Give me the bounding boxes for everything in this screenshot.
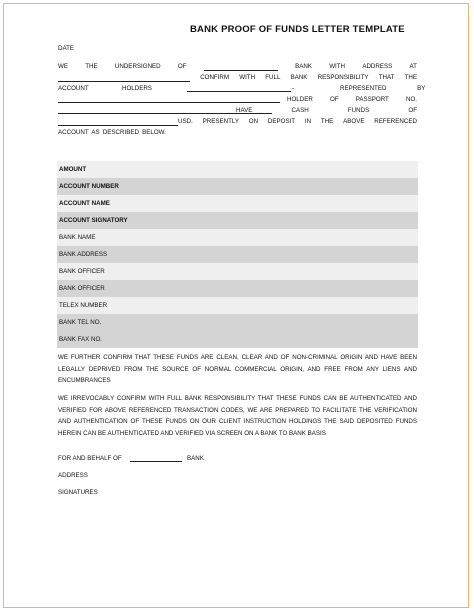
- table-row-account-number[interactable]: ACCOUNT NUMBER: [57, 178, 418, 195]
- table-row-account-signatory[interactable]: ACCOUNT SIGNATORY: [57, 212, 418, 229]
- intro-line-5: HAVE CASH FUNDS OF: [236, 107, 417, 114]
- table-row-amount[interactable]: AMOUNT: [57, 161, 418, 178]
- table-row-bank-address[interactable]: BANK ADDRESS: [57, 246, 418, 263]
- intro-line-4: HOLDER OF PASSPORT NO.: [287, 96, 417, 103]
- account-label: ACCOUNT: [58, 85, 89, 92]
- intro-line-1: WE THE UNDERSIGNED OF BANK WITH ADDRESS AT: [58, 63, 417, 70]
- behalf-bank-blank[interactable]: [130, 455, 182, 462]
- clean-funds-paragraph: WE FURTHER CONFIRM THAT THESE FUNDS ARE CLEAN, CLEAR AND OF NON-CRIMINAL ORIGIN AND HAVE BEEN LEGALLY DEPRIVED FROM THE SOURCE OF NORMAL COMMERCIAL ORIGIN, AND FREE FROM ANY LIENS AND ENCUMBRANCES: [58, 354, 417, 384]
- document-title: BANK PROOF OF FUNDS LETTER TEMPLATE: [190, 24, 405, 35]
- table-row-bank-officer-1[interactable]: BANK OFFICER: [57, 263, 418, 280]
- table-row-bank-officer-2[interactable]: BANK OFFICER: [57, 280, 418, 297]
- holders-label: HOLDERS: [122, 85, 152, 92]
- signatures-label: SIGNATURES: [58, 489, 98, 496]
- table-row-bank-fax[interactable]: BANK FAX NO.: [57, 331, 418, 348]
- dash: -: [292, 85, 295, 92]
- irrevocable-confirmation-paragraph: WE IRREVOCABLY CONFIRM WITH FULL BANK RESPONSIBILITY THAT THESE FUNDS CAN BE AUTHENTICATED AND VERIFIED FOR ABOVE REFERENCED TRANSACTION CODES, WE ARE PREPARED TO FACILITATE THE VERIFICATION AND AUTHENTICATION OF THESE FUNDS ON OUR CLIENT INSTRUCTION HOLDINGS THE SAID DEPOSITED FUNDS HEREIN CAN BE AUTHENTICATED AND VERIFIED VIA SCREEN ON A BANK TO BANK BASIS: [58, 395, 417, 437]
- table-row-account-name[interactable]: ACCOUNT NAME: [57, 195, 418, 212]
- behalf-label: FOR AND BEHALF OF: [58, 455, 122, 462]
- table-row-bank-name[interactable]: BANK NAME: [57, 229, 418, 246]
- account-holders-blank[interactable]: [187, 85, 291, 92]
- address-label: ADDRESS: [58, 472, 88, 479]
- intro-line-6: USD. PRESENTLY ON DEPOSIT IN THE ABOVE REFERENCED: [58, 118, 417, 126]
- intro-line-2: CONFIRM WITH FULL BANK RESPONSIBILITY THAT THE: [58, 74, 417, 82]
- date-label: DATE: [58, 45, 75, 52]
- represented-by-label: REPRESENTED BY: [340, 85, 426, 92]
- behalf-bank-label: BANK: [187, 455, 204, 462]
- bank-of-blank[interactable]: [204, 64, 278, 71]
- table-row-bank-tel[interactable]: BANK TEL NO.: [57, 314, 418, 331]
- table-row-telex-number[interactable]: TELEX NUMBER: [57, 297, 418, 314]
- funds-amount-blank[interactable]: [58, 119, 178, 126]
- intro-line-7: ACCOUNT AS DESCRIBED BELOW.: [58, 129, 166, 136]
- representative-blank[interactable]: [58, 96, 280, 103]
- address-blank[interactable]: [58, 75, 190, 82]
